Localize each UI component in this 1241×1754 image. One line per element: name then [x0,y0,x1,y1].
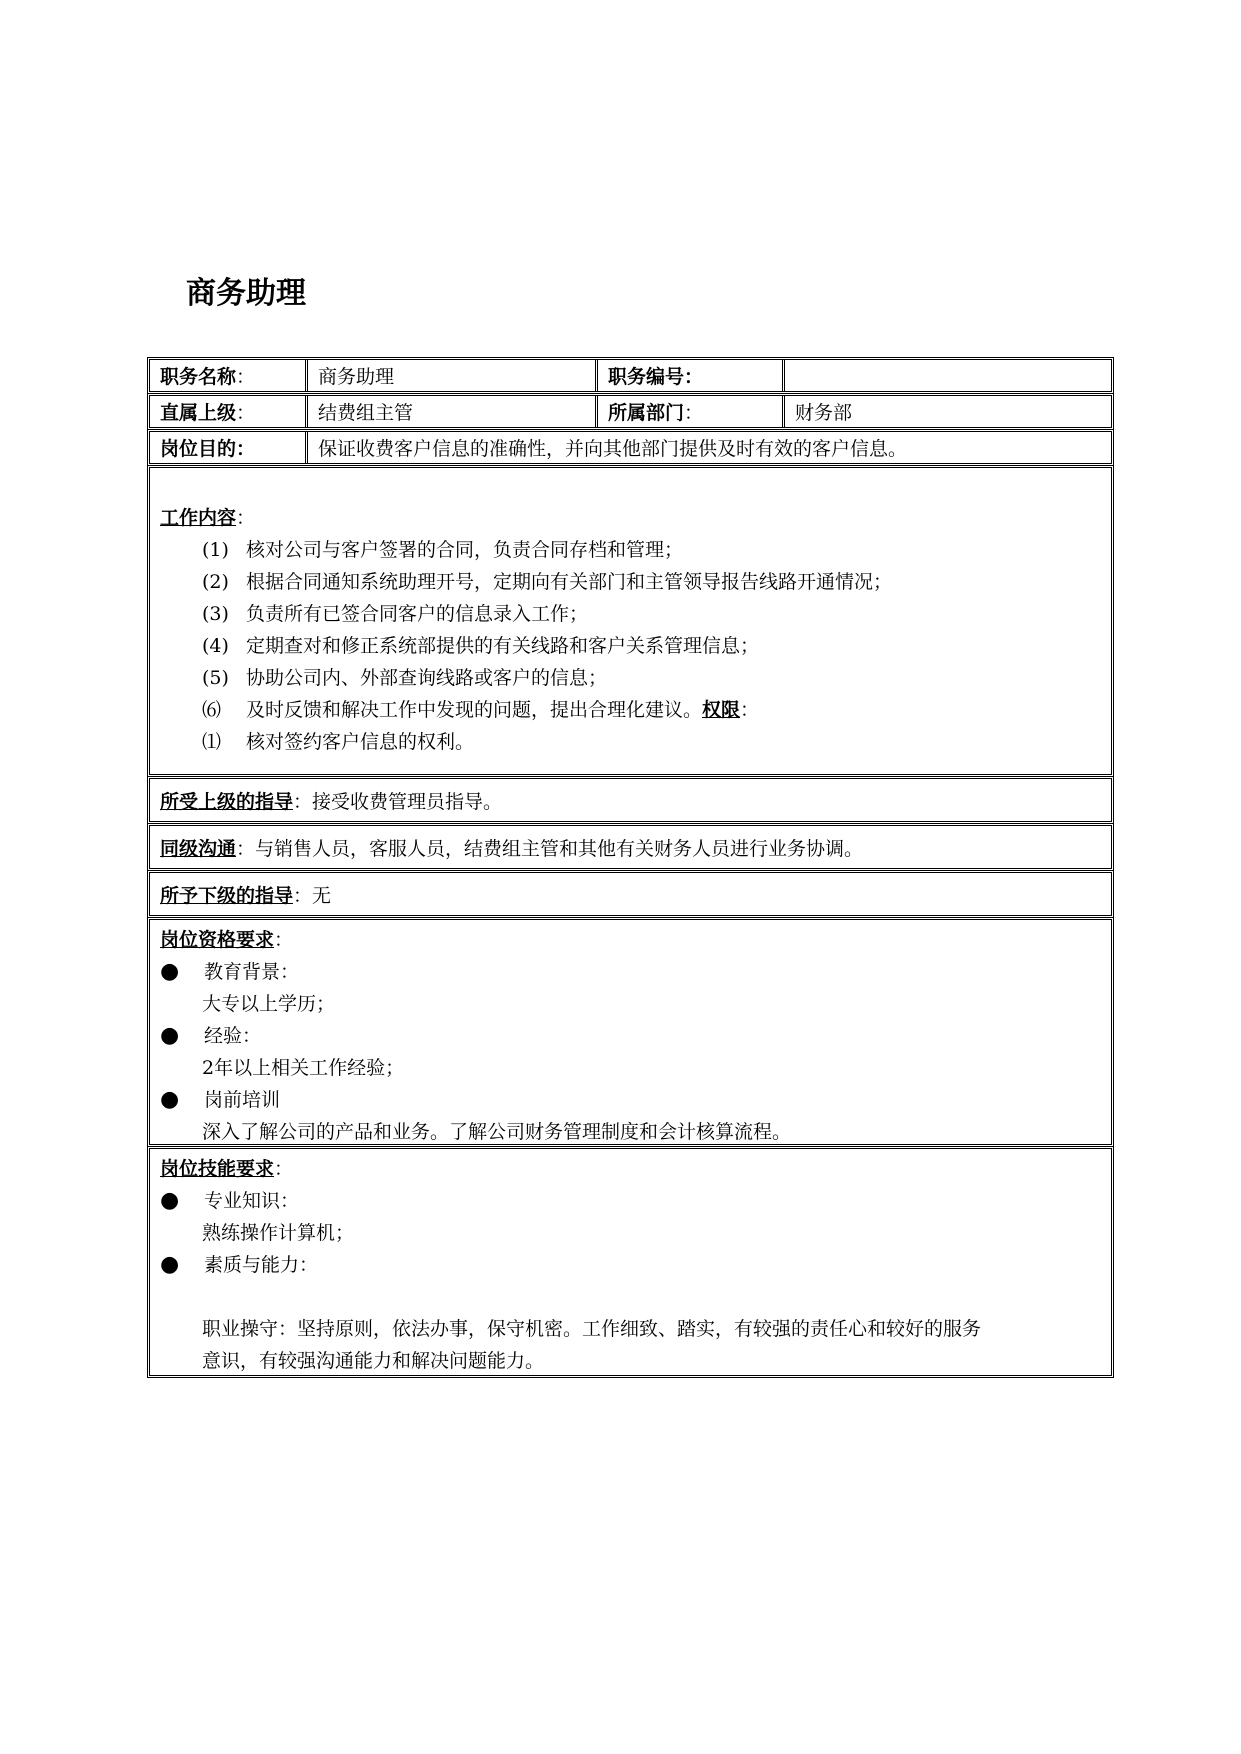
qualification-heading [160,924,791,956]
work-content-block [150,468,902,774]
position-name-value-cell [305,360,595,391]
purpose-value-cell [305,432,1111,463]
qualification-item-detail: 深入了解公司的产品和业务。了解公司财务管理制度和会计核算流程。 [202,1121,792,1143]
position-code-label-cell [595,360,782,391]
work-item-number: (4) [202,635,229,657]
guidance-from-superior-colon: ： [293,790,313,813]
guidance-to-subordinate-colon: ： [293,884,313,907]
work-item-text: 核对公司与客户签署的合同，负责合同存档和管理； [246,539,684,561]
row-guidance-to-subordinate [147,870,1114,918]
bullet-icon: ● [160,1252,180,1277]
work-item-number: ⑹ [202,699,222,721]
purpose-label: 岗位目的： [160,438,256,460]
row-skills [147,1146,1114,1378]
qualification-label: 岗位资格要求 [160,929,275,951]
row-work-content [147,465,1114,777]
peer-communication-text: 与销售人员，客服人员，结费组主管和其他有关财务人员进行业务协调。 [255,837,864,860]
skills-item-knowledge [160,1185,981,1217]
purpose-label-cell [150,432,305,463]
skills-heading [160,1153,981,1185]
work-item-number: (2) [202,571,229,593]
qualification-item-title: 教育背景： [204,961,300,983]
bullet-icon: ● [160,1087,180,1112]
peer-communication-colon: ： [236,837,256,860]
peer-communication-label: 同级沟通 [160,837,237,860]
skills-item-ability [160,1249,981,1281]
bullet-icon: ● [160,959,180,984]
qualification-item-education [160,956,791,988]
work-content-heading [160,502,892,534]
position-name-label-cell [150,360,305,391]
bullet-icon: ● [160,1023,180,1048]
authority-colon: ： [740,699,760,721]
qualification-item-title: 经验： [204,1025,262,1047]
authority-item-1 [160,726,892,758]
skills-item-detail [160,1281,981,1313]
guidance-from-superior-label: 所受上级的指导 [160,790,294,813]
authority-item-text: 核对签约客户信息的权利。 [246,731,475,753]
work-content-label: 工作内容 [160,507,237,529]
position-code-label: 职务编号： [608,366,704,388]
department-label: 所属部门 [608,402,685,424]
work-item-text: 根据合同通知系统助理开号，定期向有关部门和主管领导报告线路开通情况； [246,571,893,593]
position-name-label: 职务名称 [160,366,237,388]
superior-colon: ： [236,402,256,424]
guidance-to-subordinate-text: 无 [312,884,332,907]
skills-colon: ： [274,1158,294,1180]
department-value: 财务部 [795,402,853,424]
skills-item-title: 素质与能力： [204,1254,319,1276]
position-code-value-cell [782,360,1111,391]
work-item-text: 及时反馈和解决工作中发现的问题，提出合理化建议。 [246,699,703,721]
row-purpose [147,429,1114,466]
department-value-cell [782,396,1111,427]
position-name-value: 商务助理 [318,366,395,388]
guidance-to-subordinate-label: 所予下级的指导 [160,884,294,907]
department-label-cell [595,396,782,427]
qualification-item-training [160,1084,791,1116]
job-description-table [147,358,1114,1378]
row-position-name [147,357,1114,394]
position-name-colon: ： [236,366,256,388]
work-item-6 [160,694,892,726]
skills-label: 岗位技能要求 [160,1158,275,1180]
peer-communication-cell [150,826,1111,868]
authority-label: 权限 [702,699,741,721]
row-peer-communication [147,823,1114,871]
bullet-icon: ● [160,1188,180,1213]
row-superior [147,393,1114,430]
ethics-line-1: 职业操守：坚持原则，依法办事，保守机密。工作细致、踏实，有较强的责任心和较好的服务 [202,1318,982,1340]
work-item-number: (3) [202,603,229,625]
superior-value: 结费组主管 [318,402,414,424]
qualification-item-experience [160,1020,791,1052]
row-qualification [147,917,1114,1147]
skills-item-title: 专业知识： [204,1190,300,1212]
work-content-colon: ： [236,507,256,529]
qualification-block [150,920,801,1144]
work-item-4 [160,630,892,662]
work-item-text: 协助公司内、外部查询线路或客户的信息； [246,667,608,689]
skills-item-detail: 熟练操作计算机； [202,1222,355,1244]
work-item-number: (5) [202,667,229,689]
work-item-text: 定期查对和修正系统部提供的有关线路和客户关系管理信息； [246,635,760,657]
row-guidance-from-superior [147,776,1114,824]
guidance-from-superior-cell [150,779,1111,821]
work-item-3 [160,598,892,630]
purpose-value: 保证收费客户信息的准确性，并向其他部门提供及时有效的客户信息。 [318,438,908,460]
work-item-number: (1) [202,539,229,561]
qualification-colon: ： [274,929,294,951]
document-title: 商务助理 [186,276,306,311]
work-item-2 [160,566,892,598]
superior-value-cell [305,396,595,427]
qualification-item-title: 岗前培训 [204,1089,281,1111]
authority-item-number: ⑴ [202,731,222,753]
department-colon: ： [684,402,704,424]
qualification-item-detail: 2年以上相关工作经验； [202,1057,405,1079]
ethics-line-2: 意识，有较强沟通能力和解决问题能力。 [202,1350,545,1372]
work-item-1 [160,534,892,566]
guidance-from-superior-text: 接受收费管理员指导。 [312,790,503,813]
work-item-5 [160,662,892,694]
skills-block [150,1149,991,1375]
qualification-item-detail: 大专以上学历； [202,993,336,1015]
superior-label: 直属上级 [160,402,237,424]
superior-label-cell [150,396,305,427]
guidance-to-subordinate-cell [150,873,1111,915]
work-item-text: 负责所有已签合同客户的信息录入工作； [246,603,589,625]
